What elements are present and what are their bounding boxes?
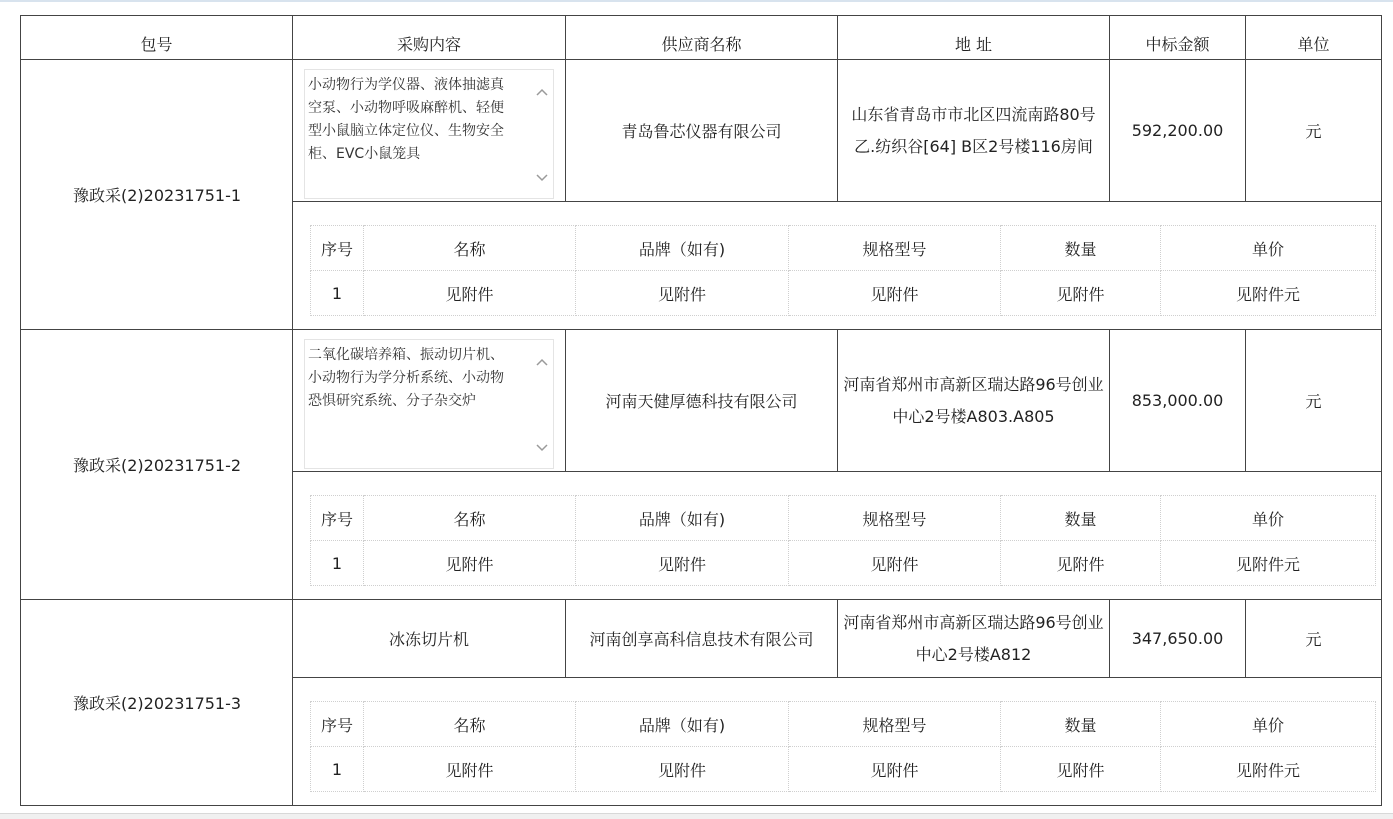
package-number: 豫政采(2)20231751-1 xyxy=(21,60,293,330)
item-model: 见附件 xyxy=(789,541,1001,586)
content-text: 二氧化碳培养箱、振动切片机、小动物行为学分析系统、小动物恐惧研究系统、分子杂交炉 xyxy=(308,347,504,409)
package-row xyxy=(21,330,1382,472)
bottom-shadow xyxy=(0,814,1393,819)
item-index: 1 xyxy=(311,541,364,586)
header-row xyxy=(21,16,1382,60)
item-header-name: 名称 xyxy=(364,496,576,541)
item-header-row xyxy=(311,702,1376,747)
item-qty: 见附件 xyxy=(1001,747,1161,792)
item-detail-cell xyxy=(293,202,1382,330)
supplier-address: 山东省青岛市市北区四流南路80号乙.纺织谷[64] B区2号楼116房间 xyxy=(838,60,1110,202)
item-header-row xyxy=(311,226,1376,271)
content-scrollbox[interactable] xyxy=(304,69,554,199)
scroll-up-icon[interactable] xyxy=(535,356,549,370)
item-header-qty: 数量 xyxy=(1001,496,1161,541)
header-supplier: 供应商名称 xyxy=(566,16,838,60)
package-number: 豫政采(2)20231751-3 xyxy=(21,600,293,806)
header-package: 包号 xyxy=(21,16,293,60)
item-header-brand: 品牌（如有) xyxy=(576,702,789,747)
header-amount: 中标金额 xyxy=(1110,16,1246,60)
item-price: 见附件元 xyxy=(1161,541,1376,586)
header-unit: 单位 xyxy=(1246,16,1382,60)
scroll-down-icon[interactable] xyxy=(535,170,549,184)
item-row xyxy=(311,541,1376,586)
item-header-brand: 品牌（如有) xyxy=(576,496,789,541)
item-header-model: 规格型号 xyxy=(789,496,1001,541)
item-price: 见附件元 xyxy=(1161,747,1376,792)
item-header-index: 序号 xyxy=(311,496,364,541)
item-subtable xyxy=(310,701,1376,792)
item-header-brand: 品牌（如有) xyxy=(576,226,789,271)
scroll-down-icon[interactable] xyxy=(535,440,549,454)
supplier-address: 河南省郑州市高新区瑞达路96号创业中心2号楼A812 xyxy=(838,600,1110,678)
package-number: 豫政采(2)20231751-2 xyxy=(21,330,293,600)
package-row xyxy=(21,600,1382,678)
item-brand: 见附件 xyxy=(576,541,789,586)
content-cell xyxy=(293,330,566,472)
content-scrollbox[interactable] xyxy=(304,339,554,469)
item-detail-cell xyxy=(293,472,1382,600)
item-name: 见附件 xyxy=(364,271,576,316)
item-header-price: 单价 xyxy=(1161,702,1376,747)
item-row xyxy=(311,271,1376,316)
item-header-model: 规格型号 xyxy=(789,702,1001,747)
award-amount: 347,650.00 xyxy=(1110,600,1246,678)
award-amount: 853,000.00 xyxy=(1110,330,1246,472)
item-model: 见附件 xyxy=(789,271,1001,316)
item-subtable xyxy=(310,495,1376,586)
scroll-up-icon[interactable] xyxy=(535,86,549,100)
award-table xyxy=(20,15,1382,806)
supplier-name: 青岛鲁芯仪器有限公司 xyxy=(566,60,838,202)
item-name: 见附件 xyxy=(364,541,576,586)
item-name: 见附件 xyxy=(364,747,576,792)
top-border-line xyxy=(0,0,1393,2)
item-header-price: 单价 xyxy=(1161,226,1376,271)
item-qty: 见附件 xyxy=(1001,271,1161,316)
supplier-name: 河南天健厚德科技有限公司 xyxy=(566,330,838,472)
header-address: 地 址 xyxy=(838,16,1110,60)
item-subtable xyxy=(310,225,1376,316)
item-index: 1 xyxy=(311,271,364,316)
item-header-qty: 数量 xyxy=(1001,226,1161,271)
item-index: 1 xyxy=(311,747,364,792)
header-content: 采购内容 xyxy=(293,16,566,60)
item-header-name: 名称 xyxy=(364,702,576,747)
item-header-price: 单价 xyxy=(1161,496,1376,541)
item-header-name: 名称 xyxy=(364,226,576,271)
item-header-qty: 数量 xyxy=(1001,702,1161,747)
amount-unit: 元 xyxy=(1246,330,1382,472)
item-model: 见附件 xyxy=(789,747,1001,792)
package-row xyxy=(21,60,1382,202)
item-header-index: 序号 xyxy=(311,702,364,747)
item-brand: 见附件 xyxy=(576,747,789,792)
item-header-index: 序号 xyxy=(311,226,364,271)
item-price: 见附件元 xyxy=(1161,271,1376,316)
content-text: 冰冻切片机 xyxy=(293,600,566,678)
content-text: 小动物行为学仪器、液体抽滤真空泵、小动物呼吸麻醉机、轻便型小鼠脑立体定位仪、生物安全柜、EVC小鼠笼具 xyxy=(308,77,504,162)
item-brand: 见附件 xyxy=(576,271,789,316)
item-header-row xyxy=(311,496,1376,541)
item-header-model: 规格型号 xyxy=(789,226,1001,271)
supplier-name: 河南创享高科信息技术有限公司 xyxy=(566,600,838,678)
item-row xyxy=(311,747,1376,792)
amount-unit: 元 xyxy=(1246,600,1382,678)
item-detail-cell xyxy=(293,678,1382,806)
content-cell xyxy=(293,60,566,202)
amount-unit: 元 xyxy=(1246,60,1382,202)
item-qty: 见附件 xyxy=(1001,541,1161,586)
award-amount: 592,200.00 xyxy=(1110,60,1246,202)
supplier-address: 河南省郑州市高新区瑞达路96号创业中心2号楼A803.A805 xyxy=(838,330,1110,472)
